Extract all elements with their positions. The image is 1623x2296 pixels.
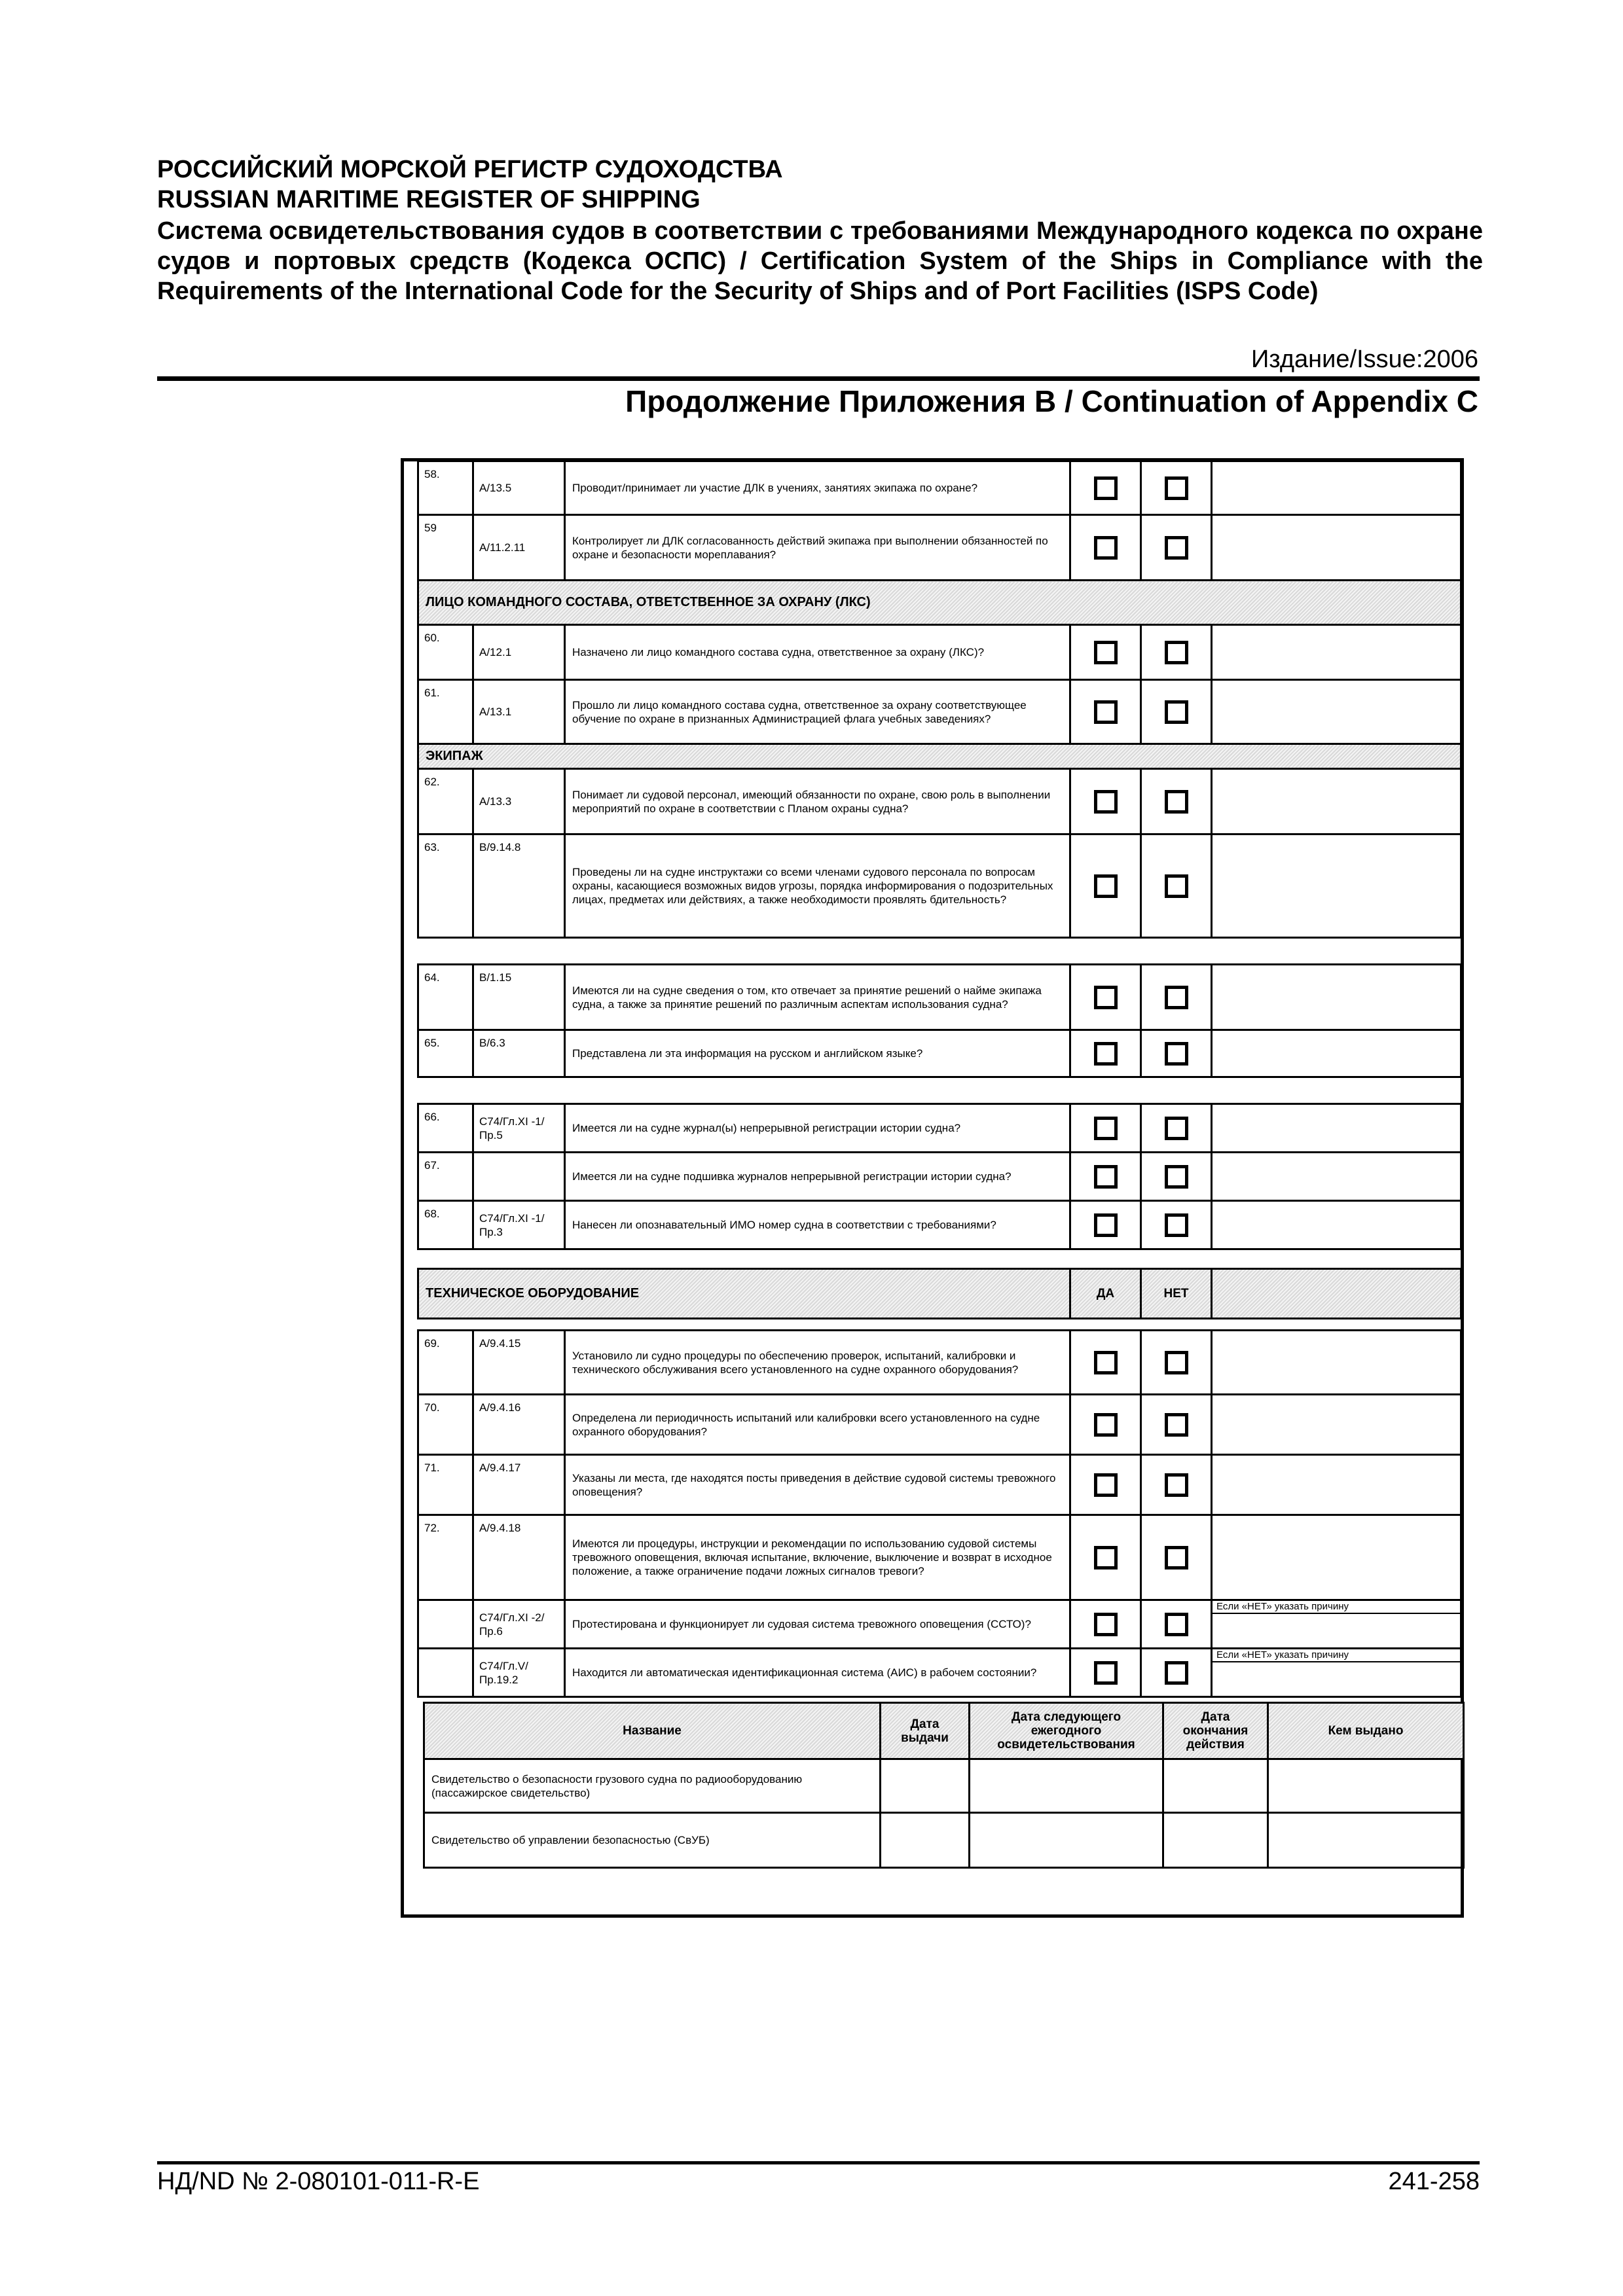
remarks-cell[interactable] (1212, 1649, 1461, 1697)
yes-checkbox[interactable] (1094, 476, 1118, 500)
no-cell (1141, 1455, 1212, 1515)
yes-checkbox[interactable] (1094, 986, 1118, 1009)
yes-checkbox[interactable] (1094, 536, 1118, 560)
row-reference: A/12.1 (473, 625, 565, 680)
yes-cell (1070, 625, 1141, 680)
no-cell (1141, 680, 1212, 744)
no-cell (1141, 769, 1212, 834)
yes-checkbox[interactable] (1094, 1661, 1118, 1685)
yes-checkbox[interactable] (1094, 1165, 1118, 1189)
spacer (418, 1319, 1461, 1331)
remarks-cell[interactable] (1212, 1153, 1461, 1201)
header-divider (157, 376, 1480, 381)
no-checkbox[interactable] (1165, 790, 1188, 814)
row-question: Понимает ли судовой персонал, имеющий обязанности по охране, свою роль в выполнении мероприятий по охране в соответствии с Планом охраны судна? (565, 769, 1070, 834)
table-row (418, 680, 1461, 744)
remarks-cell[interactable] (1212, 1104, 1461, 1153)
row-reference: C74/Гл.XI -1/Пр.5 (473, 1104, 565, 1153)
remarks-cell[interactable] (1212, 1395, 1461, 1455)
yes-checkbox[interactable] (1094, 1413, 1118, 1437)
table-row (418, 834, 1461, 938)
row-reference: A/9.4.17 (473, 1455, 565, 1515)
yes-cell (1070, 1600, 1141, 1649)
no-cell (1141, 515, 1212, 581)
yes-cell (1070, 1030, 1141, 1077)
row-number (418, 1649, 473, 1697)
table-row (418, 515, 1461, 581)
yes-cell (1070, 515, 1141, 581)
table-row (418, 1600, 1461, 1649)
certificate-next-survey-field[interactable] (970, 1759, 1163, 1813)
table-row (418, 965, 1461, 1030)
row-question: Указаны ли места, где находятся посты приведения в действие судовой системы тревожного оповещения? (565, 1455, 1070, 1515)
no-checkbox[interactable] (1165, 1351, 1188, 1374)
no-cell (1141, 965, 1212, 1030)
no-cell (1141, 1395, 1212, 1455)
row-reference: B/1.15 (473, 965, 565, 1030)
certificates-header-next-survey: Дата следующего ежегодного освидетельствования (970, 1703, 1163, 1759)
table-row (418, 1104, 1461, 1153)
row-number (418, 1600, 473, 1649)
certificates-header-name: Название (424, 1703, 881, 1759)
yes-checkbox[interactable] (1094, 1613, 1118, 1636)
remarks-cell[interactable] (1212, 1515, 1461, 1600)
certificate-issued-by-field[interactable] (1268, 1759, 1464, 1813)
yes-checkbox[interactable] (1094, 1351, 1118, 1374)
checklist-table-3 (417, 1103, 1462, 1250)
row-number: 71. (418, 1455, 473, 1515)
no-checkbox[interactable] (1165, 1661, 1188, 1685)
row-question: Имеются ли на судне сведения о том, кто отвечает за принятие решений о найме экипажа судна, а также за принятие решений по различным аспектам использования судна? (565, 965, 1070, 1030)
yes-cell (1070, 461, 1141, 515)
row-question: Имеются ли процедуры, инструкции и рекомендации по использованию судовой системы тревожного оповещения, включая испытание, включение, выключение и возврат в исходное положение, а также ограничение подачи ложных сигналов тревоги? (565, 1515, 1070, 1600)
no-cell (1141, 1331, 1212, 1395)
table-row (424, 1813, 1464, 1868)
table-row (418, 769, 1461, 834)
yes-checkbox[interactable] (1094, 641, 1118, 664)
row-number: 68. (418, 1201, 473, 1249)
table-row (418, 1395, 1461, 1455)
no-checkbox[interactable] (1165, 1042, 1188, 1066)
checklist-table-2 (417, 963, 1462, 1078)
no-cell (1141, 461, 1212, 515)
org-name-en: RUSSIAN MARITIME REGISTER OF SHIPPING (157, 186, 701, 213)
remarks-cell[interactable] (1212, 1030, 1461, 1077)
document-number: НД/ND № 2-080101-011-R-E (157, 2168, 480, 2195)
yes-cell (1070, 1395, 1141, 1455)
certificates-header-expiry: Дата окончания действия (1163, 1703, 1268, 1759)
yes-checkbox[interactable] (1094, 700, 1118, 724)
yes-column-header: ДА (1070, 1269, 1141, 1319)
remarks-cell[interactable] (1212, 1331, 1461, 1395)
row-number: 70. (418, 1395, 473, 1455)
row-question: Представлена ли эта информация на русском и английском языке? (565, 1030, 1070, 1077)
no-checkbox[interactable] (1165, 1117, 1188, 1140)
remarks-cell[interactable] (1212, 625, 1461, 680)
no-checkbox[interactable] (1165, 986, 1188, 1009)
table-row (418, 461, 1461, 515)
row-number: 64. (418, 965, 473, 1030)
row-number: 61. (418, 680, 473, 744)
row-reference: B/9.14.8 (473, 834, 565, 938)
row-number: 62. (418, 769, 473, 834)
certificate-next-survey-field[interactable] (970, 1813, 1163, 1868)
row-reference: A/13.3 (473, 769, 565, 834)
no-checkbox[interactable] (1165, 874, 1188, 898)
remarks-column-header (1212, 1269, 1461, 1319)
table-row (418, 1201, 1461, 1249)
row-reference: C74/Гл.XI -2/Пр.6 (473, 1600, 565, 1649)
no-checkbox[interactable] (1165, 1413, 1188, 1437)
certificate-issue-date-field[interactable] (881, 1759, 970, 1813)
yes-checkbox[interactable] (1094, 1546, 1118, 1570)
table-row (424, 1759, 1464, 1813)
certificates-header-issued-by: Кем выдано (1268, 1703, 1464, 1759)
row-question: Находится ли автоматическая идентификационная система (АИС) в рабочем состоянии? (565, 1649, 1070, 1697)
remark-note: Если «НЕТ» указать причину (1213, 1649, 1460, 1662)
row-reference: A/9.4.15 (473, 1331, 565, 1395)
section-header-lks: ЛИЦО КОМАНДНОГО СОСТАВА, ОТВЕТСТВЕННОЕ ЗА ОХРАНУ (ЛКС) (418, 581, 1461, 625)
remarks-cell[interactable] (1212, 680, 1461, 744)
no-checkbox[interactable] (1165, 1213, 1188, 1237)
table-row (418, 1153, 1461, 1201)
no-cell (1141, 1201, 1212, 1249)
no-checkbox[interactable] (1165, 476, 1188, 500)
yes-cell (1070, 965, 1141, 1030)
row-number: 67. (418, 1153, 473, 1201)
table-row (418, 1515, 1461, 1600)
no-checkbox[interactable] (1165, 536, 1188, 560)
no-checkbox[interactable] (1165, 1165, 1188, 1189)
remarks-cell[interactable] (1212, 834, 1461, 938)
row-question: Определена ли периодичность испытаний или калибровки всего установленного на судне охранного оборудования? (565, 1395, 1070, 1455)
yes-cell (1070, 1455, 1141, 1515)
certificate-name: Свидетельство о безопасности грузового судна по радиооборудованию (пассажирское свидетельство) (424, 1759, 881, 1813)
document-header (157, 154, 1483, 306)
row-question: Протестирована и функционирует ли судовая система тревожного оповещения (ССТО)? (565, 1600, 1070, 1649)
row-number: 72. (418, 1515, 473, 1600)
yes-cell (1070, 769, 1141, 834)
no-checkbox[interactable] (1165, 700, 1188, 724)
no-cell (1141, 625, 1212, 680)
certificate-issue-date-field[interactable] (881, 1813, 970, 1868)
remarks-cell[interactable] (1212, 769, 1461, 834)
row-reference: C74/Гл.XI -1/Пр.3 (473, 1201, 565, 1249)
no-checkbox[interactable] (1165, 641, 1188, 664)
yes-checkbox[interactable] (1094, 1213, 1118, 1237)
yes-checkbox[interactable] (1094, 1473, 1118, 1497)
no-cell (1141, 1104, 1212, 1153)
system-title: Система освидетельствования судов в соответствии с требованиями Международного кодекса по охране судов и портовых средств (Кодекса ОСПС) / Certification System of the Ships in Compliance with the Requirements of the International Code for the Security of Ships and of Port Facilities (ISPS Code) (157, 217, 1483, 305)
row-reference: C74/Гл.V/ Пр.19.2 (473, 1649, 565, 1697)
remarks-cell[interactable] (1212, 1201, 1461, 1249)
no-cell (1141, 834, 1212, 938)
no-column-header: НЕТ (1141, 1269, 1212, 1319)
row-reference: A/13.1 (473, 680, 565, 744)
yes-cell (1070, 834, 1141, 938)
issue-label: Издание/Issue:2006 (1250, 346, 1478, 373)
yes-cell (1070, 1331, 1141, 1395)
no-cell (1141, 1030, 1212, 1077)
page-subtitle: Продолжение Приложения B / Continuation of Appendix C (625, 384, 1478, 418)
checklist-table-1 (417, 460, 1462, 939)
row-question: Контролирует ли ДЛК согласованность действий экипажа при выполнении обязанностей по охране и безопасности мореплавания? (565, 515, 1070, 581)
row-question: Проведены ли на судне инструктажи со всеми членами судового персонала по вопросам охраны, касающиеся возможных видов угрозы, порядка информирования о подозрительных лицах, предметах или действиях, а также необходимости проявлять бдительность? (565, 834, 1070, 938)
yes-cell (1070, 1104, 1141, 1153)
row-reference: A/9.4.16 (473, 1395, 565, 1455)
yes-cell (1070, 1153, 1141, 1201)
row-question: Назначено ли лицо командного состава судна, ответственное за охрану (ЛКС)? (565, 625, 1070, 680)
row-question: Нанесен ли опознавательный ИМО номер судна в соответствии с требованиями? (565, 1201, 1070, 1249)
yes-checkbox[interactable] (1094, 874, 1118, 898)
no-cell (1141, 1515, 1212, 1600)
row-question: Прошло ли лицо командного состава судна, ответственное за охрану соответствующее обучение по охране в признанных Администрацией флага учебных заведениях? (565, 680, 1070, 744)
remarks-cell[interactable] (1212, 515, 1461, 581)
row-question: Проводит/принимает ли участие ДЛК в учениях, занятиях экипажа по охране? (565, 461, 1070, 515)
no-cell (1141, 1600, 1212, 1649)
row-number: 59 (418, 515, 473, 581)
yes-checkbox[interactable] (1094, 1117, 1118, 1140)
no-checkbox[interactable] (1165, 1546, 1188, 1570)
table-row (418, 1455, 1461, 1515)
row-number: 69. (418, 1331, 473, 1395)
row-question: Имеется ли на судне подшивка журналов непрерывной регистрации истории судна? (565, 1153, 1070, 1201)
remarks-cell[interactable] (1212, 1455, 1461, 1515)
row-reference: A/13.5 (473, 461, 565, 515)
row-reference: A/9.4.18 (473, 1515, 565, 1600)
remarks-cell[interactable] (1212, 965, 1461, 1030)
remark-note: Если «НЕТ» указать причину (1213, 1601, 1460, 1614)
page-number: 241-258 (1388, 2168, 1480, 2195)
remarks-cell[interactable] (1212, 1600, 1461, 1649)
no-checkbox[interactable] (1165, 1613, 1188, 1636)
certificate-name: Свидетельство об управлении безопасностью (СвУБ) (424, 1813, 881, 1868)
yes-cell (1070, 1515, 1141, 1600)
row-number: 66. (418, 1104, 473, 1153)
row-number: 65. (418, 1030, 473, 1077)
no-cell (1141, 1153, 1212, 1201)
yes-cell (1070, 1201, 1141, 1249)
row-number: 63. (418, 834, 473, 938)
certificates-table (423, 1702, 1465, 1869)
certificate-expiry-field[interactable] (1163, 1759, 1268, 1813)
certificates-header-issue-date: Дата выдачи (881, 1703, 970, 1759)
table-row (418, 1649, 1461, 1697)
yes-checkbox[interactable] (1094, 790, 1118, 814)
row-number: 58. (418, 461, 473, 515)
section-header-equipment: ТЕХНИЧЕСКОЕ ОБОРУДОВАНИЕ (418, 1269, 1070, 1319)
certificate-issued-by-field[interactable] (1268, 1813, 1464, 1868)
no-cell (1141, 1649, 1212, 1697)
section-header-crew: ЭКИПАЖ (418, 744, 1461, 769)
yes-cell (1070, 680, 1141, 744)
row-reference: A/11.2.11 (473, 515, 565, 581)
row-reference (473, 1153, 565, 1201)
checklist-table-4 (417, 1268, 1462, 1698)
no-checkbox[interactable] (1165, 1473, 1188, 1497)
remarks-cell[interactable] (1212, 461, 1461, 515)
table-row (418, 1030, 1461, 1077)
table-row (418, 1331, 1461, 1395)
row-number: 60. (418, 625, 473, 680)
footer-divider (157, 2161, 1480, 2164)
yes-cell (1070, 1649, 1141, 1697)
row-reference: B/6.3 (473, 1030, 565, 1077)
table-row (418, 625, 1461, 680)
certificate-expiry-field[interactable] (1163, 1813, 1268, 1868)
org-name-ru: РОССИЙСКИЙ МОРСКОЙ РЕГИСТР СУДОХОДСТВА (157, 156, 783, 183)
yes-checkbox[interactable] (1094, 1042, 1118, 1066)
row-question: Установило ли судно процедуры по обеспечению проверок, испытаний, калибровки и технического обслуживания всего установленного на судне охранного оборудования? (565, 1331, 1070, 1395)
row-question: Имеется ли на судне журнал(ы) непрерывной регистрации истории судна? (565, 1104, 1070, 1153)
